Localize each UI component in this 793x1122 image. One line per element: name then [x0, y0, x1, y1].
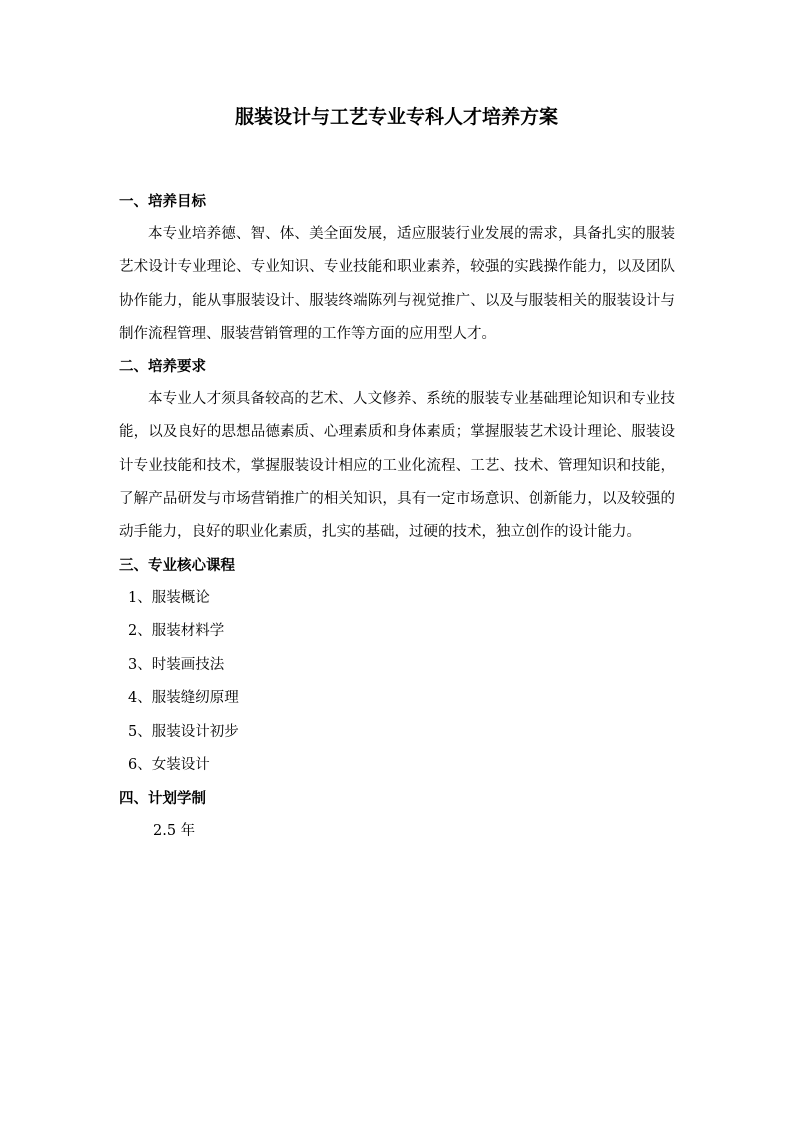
- course-item: 1、服装概论: [128, 589, 210, 606]
- course-item: 4、服装缝纫原理: [128, 690, 239, 707]
- document-body: [119, 186, 675, 848]
- course-list: [119, 582, 675, 783]
- section-heading-courses: 三、专业核心课程: [119, 556, 235, 574]
- course-item: 6、女装设计: [128, 757, 210, 774]
- page-title: 服装设计与工艺专业专科人才培养方案: [234, 106, 558, 128]
- goal-paragraph: 本专业培养德、智、体、美全面发展，适应服装行业发展的需求，具备扎实的服装艺术设计专业理论、专业知识、专业技能和职业素养，较强的实践操作能力，以及团队协作能力，能从事服装设计、服装终端陈列与视觉推广、以及与服装相关的服装设计与制作流程管理、服装营销管理的工作等方面的应用型人才。: [119, 226, 675, 342]
- section-heading-requirements: 二、培养要求: [119, 358, 206, 376]
- requirements-paragraph: 本专业人才须具备较高的艺术、人文修养、系统的服装专业基础理论知识和专业技能，以及良好的思想品德素质、心理素质和身体素质；掌握服装艺术设计理论、服装设计专业技能和技术，掌握服装设计相应的工业化流程、工艺、技术、管理知识和技能，了解产品研发与市场营销推广的相关知识，具有一定市场意识、创新能力，以及较强的动手能力，良好的职业化素质，扎实的基础，过硬的技术，独立创作的设计能力。: [119, 391, 675, 541]
- schedule-duration: 2.5 年: [153, 822, 196, 839]
- course-item: 2、服装材料学: [128, 623, 225, 640]
- course-item: 5、服装设计初步: [128, 723, 239, 740]
- section-heading-goal: 一、培养目标: [119, 193, 206, 210]
- section-heading-schedule: 四、计划学制: [119, 789, 206, 807]
- course-item: 3、时装画技法: [128, 656, 225, 673]
